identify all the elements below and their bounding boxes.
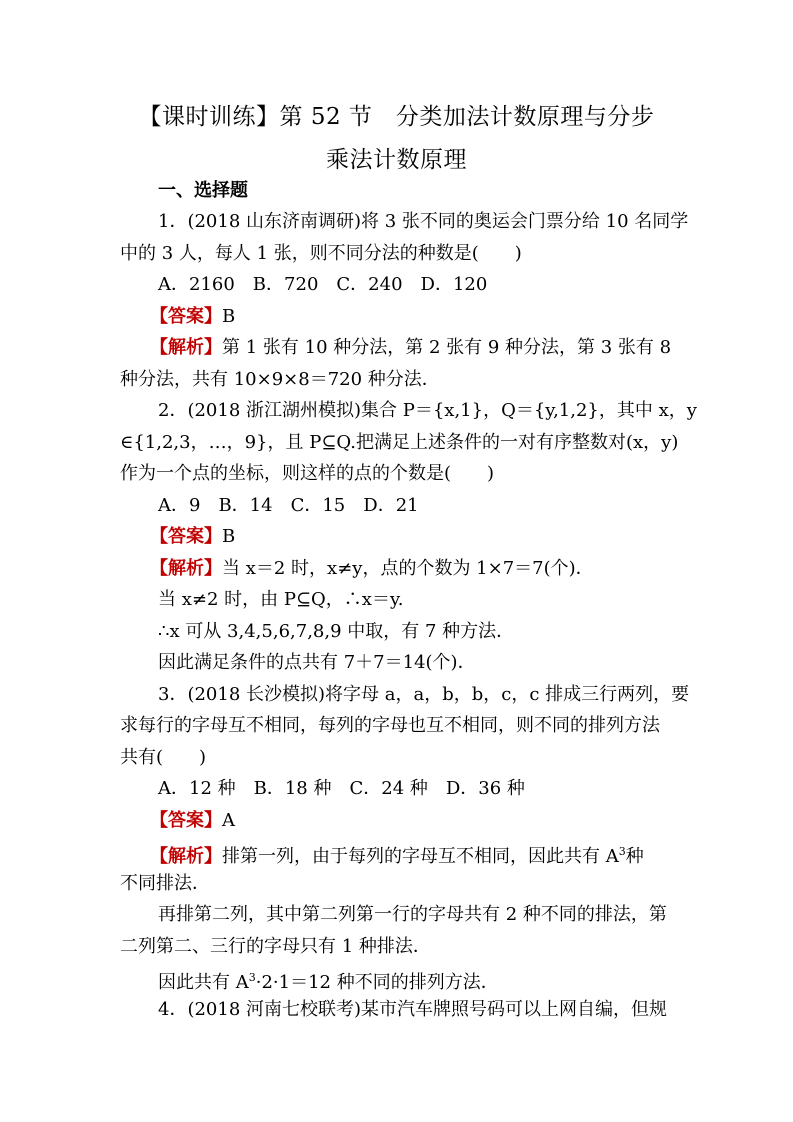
q1-analysis-text: 第 1 张有 10 种分法，第 2 张有 9 种分法，第 3 张有 8 — [222, 337, 672, 358]
q1-analysis-1 — [150, 337, 710, 359]
q3-analysis-5a: 因此共有 A — [158, 972, 249, 993]
q3-line-1: 3．(2018 长沙模拟)将字母 a，a，b，b，c，c 排成三行两列，要 — [158, 684, 690, 705]
q2-answer — [150, 526, 710, 548]
q2-line-3: 作为一个点的坐标，则这样的点的个数是( ) — [120, 463, 495, 484]
q3-analysis-5-sup: 3 — [248, 971, 256, 984]
q2-line-2: ∈{1,2,3，…，9}，且 P⊆Q.把满足上述条件的一对有序整数对(x，y) — [120, 432, 679, 453]
q3-line-3: 共有( ) — [120, 747, 207, 768]
q1-line-2: 中的 3 人，每人 1 张，则不同分法的种数是( ) — [120, 243, 522, 264]
q4-line-1: 4．(2018 河南七校联考)某市汽车牌照号码可以上网自编，但规 — [158, 999, 668, 1020]
q1-answer — [150, 306, 710, 328]
q3-analysis-1 — [150, 841, 710, 868]
q3-answer — [150, 810, 710, 832]
q2-options: A．9 B．14 C．15 D．21 — [158, 495, 419, 516]
q3-analysis-2: 不同排法． — [120, 873, 210, 894]
q3-analysis-sup: 3 — [618, 845, 626, 858]
q1-line-1: 1．(2018 山东济南调研)将 3 张不同的奥运会门票分给 10 名同学 — [158, 211, 689, 232]
q1-analysis-2: 种分法，共有 10×9×8＝720 种分法． — [120, 369, 440, 390]
analysis-tag: 【解析】 — [150, 846, 222, 867]
q2-line-1: 2．(2018 浙江湖州模拟)集合 P＝{x,1}，Q＝{y,1,2}，其中 x，y — [158, 400, 697, 421]
answer-tag: 【答案】 — [150, 810, 222, 831]
q1-answer-value: B — [222, 306, 236, 327]
section-heading: 一、选择题 — [158, 180, 248, 201]
q3-analysis-text-b: 种 — [625, 846, 644, 867]
title-line-1: 【课时训练】第 52 节 分类加法计数原理与分步 — [138, 104, 655, 130]
q3-analysis-4: 二列第二、三行的字母只有 1 种排法． — [120, 936, 431, 957]
q2-answer-value: B — [222, 526, 236, 547]
q3-analysis-3: 再排第二列，其中第二列第一行的字母共有 2 种不同的排法，第 — [158, 904, 667, 925]
q1-options: A．2160 B．720 C．240 D．120 — [158, 274, 488, 295]
title-line-2: 乘法计数原理 — [326, 147, 467, 173]
q2-analysis-4: 因此满足条件的点共有 7＋7＝14(个)． — [158, 652, 476, 673]
q3-analysis-text-a: 排第一列，由于每列的字母互不相同，因此共有 A — [222, 846, 619, 867]
answer-tag: 【答案】 — [150, 306, 222, 327]
q3-analysis-5b: ·2·1＝12 种不同的排列方法． — [255, 972, 499, 993]
analysis-tag: 【解析】 — [150, 558, 222, 579]
q3-line-2: 求每行的字母互不相同，每列的字母也互不相同，则不同的排列方法 — [120, 715, 660, 736]
q2-analysis-3: ∴x 可从 3,4,5,6,7,8,9 中取，有 7 种方法． — [158, 621, 515, 642]
q2-analysis-text: 当 x＝2 时，x≠y，点的个数为 1×7＝7(个)． — [222, 558, 594, 579]
q2-analysis-1 — [150, 558, 710, 580]
q2-analysis-2: 当 x≠2 时，由 P⊆Q，∴x＝y. — [158, 589, 404, 610]
analysis-tag: 【解析】 — [150, 337, 222, 358]
q3-options: A．12 种 B．18 种 C．24 种 D．36 种 — [158, 778, 525, 799]
q3-analysis-5 — [158, 967, 680, 994]
q3-answer-value: A — [222, 810, 235, 831]
answer-tag: 【答案】 — [150, 526, 222, 547]
